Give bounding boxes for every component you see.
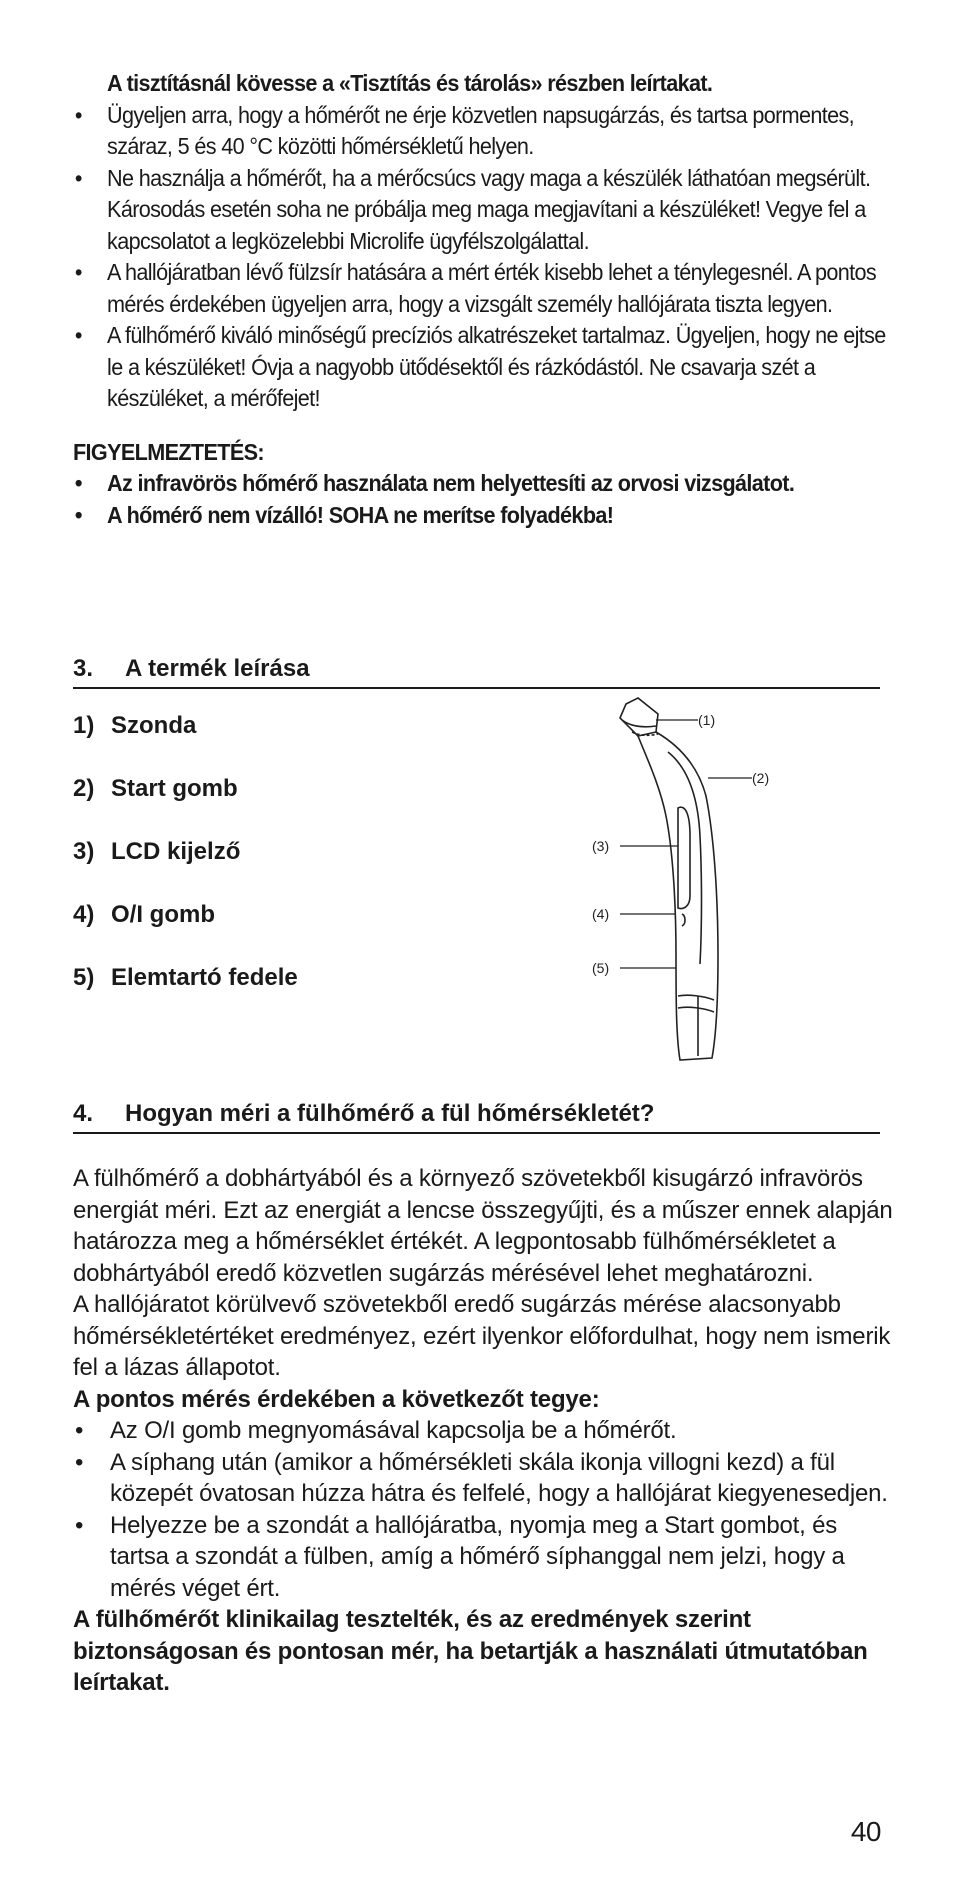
- care-bullet: • A hallójáratban lévő fülzsír hatására a mért érték kisebb lehet a ténylegesnél. A pontos mérés érdekében ügyeljen arra, hogy a vizsgált személy hallójárata tiszta legyen.: [73, 257, 892, 320]
- diagram-label-5: (5): [592, 960, 610, 976]
- thermometer-outline: [620, 698, 718, 1060]
- care-instructions: [73, 68, 892, 531]
- section-4-heading: [73, 1100, 880, 1134]
- thermometer-diagram: [580, 696, 810, 1068]
- part-item: [73, 901, 298, 964]
- part-label: O/I gomb: [111, 901, 215, 928]
- paragraph: A hallójáratot körülvevő szövetekből eredő sugárzás mérése alacsonyabb hőmérsékletértéket eredményez, ezért ilyenkor előfordulhat, hogy nem ismerik fel a lázas állapotot.: [73, 1291, 891, 1381]
- section-number: 3.: [73, 655, 94, 682]
- diagram-label-4: (4): [592, 906, 610, 922]
- diagram-label-1: (1): [698, 712, 716, 728]
- part-number: 2): [73, 775, 95, 802]
- warning-title: FIGYELMEZTETÉS:: [73, 438, 264, 465]
- part-item: [73, 775, 298, 838]
- care-bullet: • Ne használja a hőmérőt, ha a mérőcsúcs vagy maga a készülék láthatóan megsérült. Károsodás esetén soha ne próbálja meg maga megjavítani a készüléket! Vegye fel a kapcsolatot a legközelebbi Microlife ügyfélszolgálattal.: [73, 163, 892, 258]
- part-number: 4): [73, 901, 95, 928]
- part-item: [73, 712, 298, 775]
- final-note: A fülhőmérőt klinikailag tesztelték, és az eredmények szerint biztonságosan és pontosan mér, ha betartják a használati útmutatóban leírtakat.: [73, 1606, 868, 1696]
- part-label: Start gomb: [111, 775, 238, 802]
- diagram-label-2: (2): [752, 770, 770, 786]
- section-title: A termék leírása: [125, 655, 310, 682]
- care-bullet: • A fülhőmérő kiváló minőségű precíziós alkatrészeket tartalmaz. Ügyeljen, hogy ne ejtse le a készüléket! Óvja a nagyobb ütődésektől és rázkódástól. Ne csavarja szét a készüléket, a mérőfejet!: [73, 320, 892, 415]
- measure-step: • Helyezze be a szondát a hallójáratba, nyomja meg a Start gombot, és tartsa a szondát a fülben, amíg a hőmérő síphanggal nem jelzi, hogy a mérés véget ért.: [73, 1510, 893, 1605]
- measure-steps: [73, 1415, 893, 1604]
- measure-step: • Az O/I gomb megnyomásával kapcsolja be a hőmérőt.: [73, 1415, 893, 1447]
- part-number: 5): [73, 964, 95, 991]
- section-number: 4.: [73, 1100, 94, 1127]
- diagram-label-3: (3): [592, 838, 610, 854]
- care-bullet: • Ügyeljen arra, hogy a hőmérőt ne érje közvetlen napsugárzás, és tartsa pormentes, száraz, 5 és 40 °C közötti hőmérsékletű helyen.: [73, 100, 892, 163]
- cleaning-note: A tisztításnál kövesse a «Tisztítás és tárolás» részben leírtakat.: [107, 70, 713, 96]
- warning-item: • Az infravörös hőmérő használata nem helyettesíti az orvosi vizsgálatot.: [73, 468, 892, 500]
- paragraph: A fülhőmérő a dobhártyából és a környező szövetekből kisugárzó infravörös energiát méri. Ezt az energiát a lencse összegyűjti, és a műszer ennek alapján határozza meg a hőmérséklet értékét. A legpontosabb fülhőmérsékletet a dobhártyából eredő közvetlen sugárzás mérésével lehet meghatározni.: [73, 1165, 893, 1287]
- warning-list: [73, 468, 892, 531]
- part-label: Szonda: [111, 712, 197, 739]
- part-number: 1): [73, 712, 95, 739]
- warning-item: • A hőmérő nem vízálló! SOHA ne merítse folyadékba!: [73, 500, 892, 532]
- measure-step: • A síphang után (amikor a hőmérsékleti skála ikonja villogni kezd) a fül közepét óvatosan húzza hátra és felfelé, hogy a hallójárat kiegyenesedjen.: [73, 1447, 893, 1510]
- part-item: [73, 838, 298, 901]
- section-4-body: [73, 1163, 893, 1699]
- measure-title: A pontos mérés érdekében a következőt tegye:: [73, 1385, 600, 1413]
- part-label: Elemtartó fedele: [111, 964, 298, 991]
- section-3-heading: [73, 655, 880, 689]
- part-number: 3): [73, 838, 95, 865]
- part-item: [73, 964, 298, 1027]
- care-bullet-list: [73, 100, 892, 415]
- section-title: Hogyan méri a fülhőmérő a fül hőmérsékletét?: [125, 1100, 655, 1127]
- page-number: 40: [850, 1816, 881, 1847]
- part-label: LCD kijelző: [111, 838, 241, 865]
- parts-list: [73, 712, 298, 1027]
